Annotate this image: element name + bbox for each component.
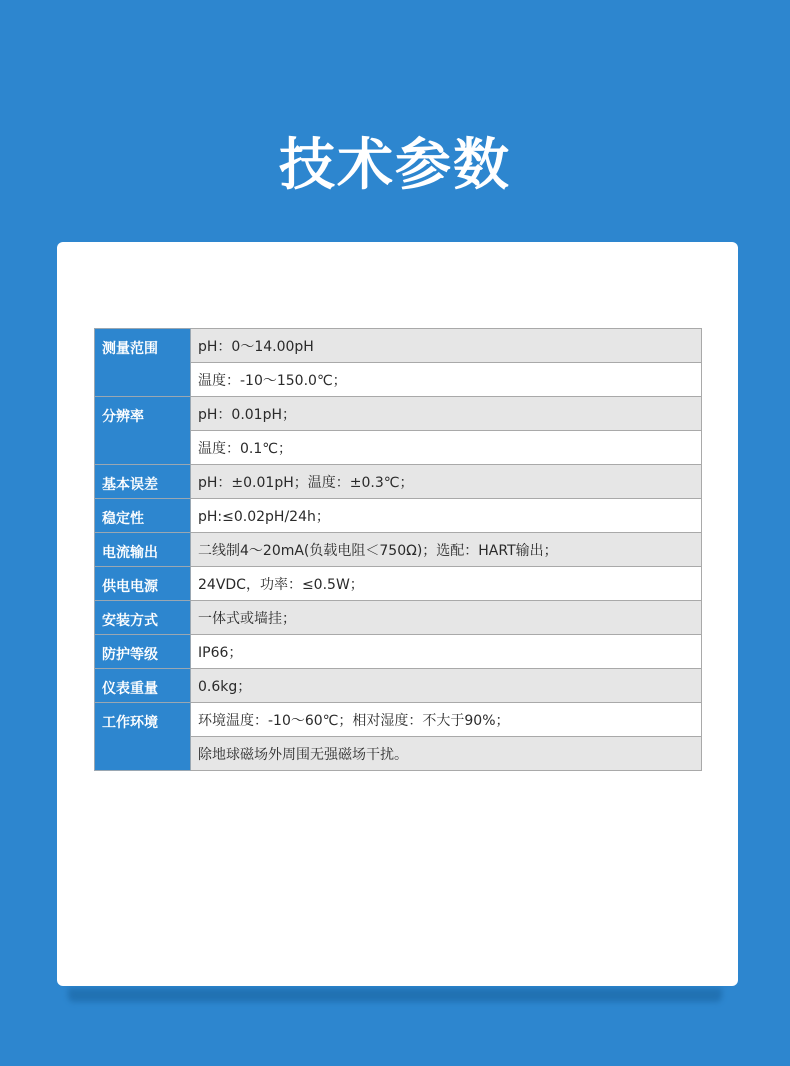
spec-value: 24VDC，功率：≤0.5W； [191,567,702,601]
spec-label: 基本误差 [95,465,191,499]
spec-label: 供电电源 [95,567,191,601]
page-title: 技术参数 [279,133,511,198]
spec-value: 温度：-10～150.0℃； [191,363,702,397]
spec-row-current-output [95,533,702,567]
spec-label: 稳定性 [95,499,191,533]
spec-value: pH：0～14.00pH [191,329,702,363]
spec-label: 测量范围 [95,329,191,397]
spec-row-installation [95,601,702,635]
spec-value: 温度：0.1℃； [191,431,702,465]
spec-row-environment [95,703,702,737]
spec-value: 一体式或墙挂； [191,601,702,635]
spec-row-power-supply [95,567,702,601]
spec-value: 除地球磁场外周围无强磁场干扰。 [191,737,702,771]
spec-row-resolution [95,397,702,431]
spec-value: IP66； [191,635,702,669]
spec-value: pH：0.01pH； [191,397,702,431]
spec-row-measurement-range [95,329,702,363]
card-shadow [68,988,722,1002]
spec-value: pH:≤0.02pH/24h； [191,499,702,533]
spec-value: 0.6kg； [191,669,702,703]
spec-label: 分辨率 [95,397,191,465]
spec-row-weight [95,669,702,703]
spec-row-stability [95,499,702,533]
spec-table [94,328,702,771]
spec-value: 环境温度：-10～60℃；相对湿度：不大于90%； [191,703,702,737]
spec-value: pH：±0.01pH；温度：±0.3℃； [191,465,702,499]
spec-label: 仪表重量 [95,669,191,703]
spec-label: 电流输出 [95,533,191,567]
spec-row-protection [95,635,702,669]
spec-label: 防护等级 [95,635,191,669]
spec-value: 二线制4～20mA(负载电阻＜750Ω)；选配：HART输出； [191,533,702,567]
spec-label: 工作环境 [95,703,191,771]
spec-row-basic-error [95,465,702,499]
spec-label: 安装方式 [95,601,191,635]
